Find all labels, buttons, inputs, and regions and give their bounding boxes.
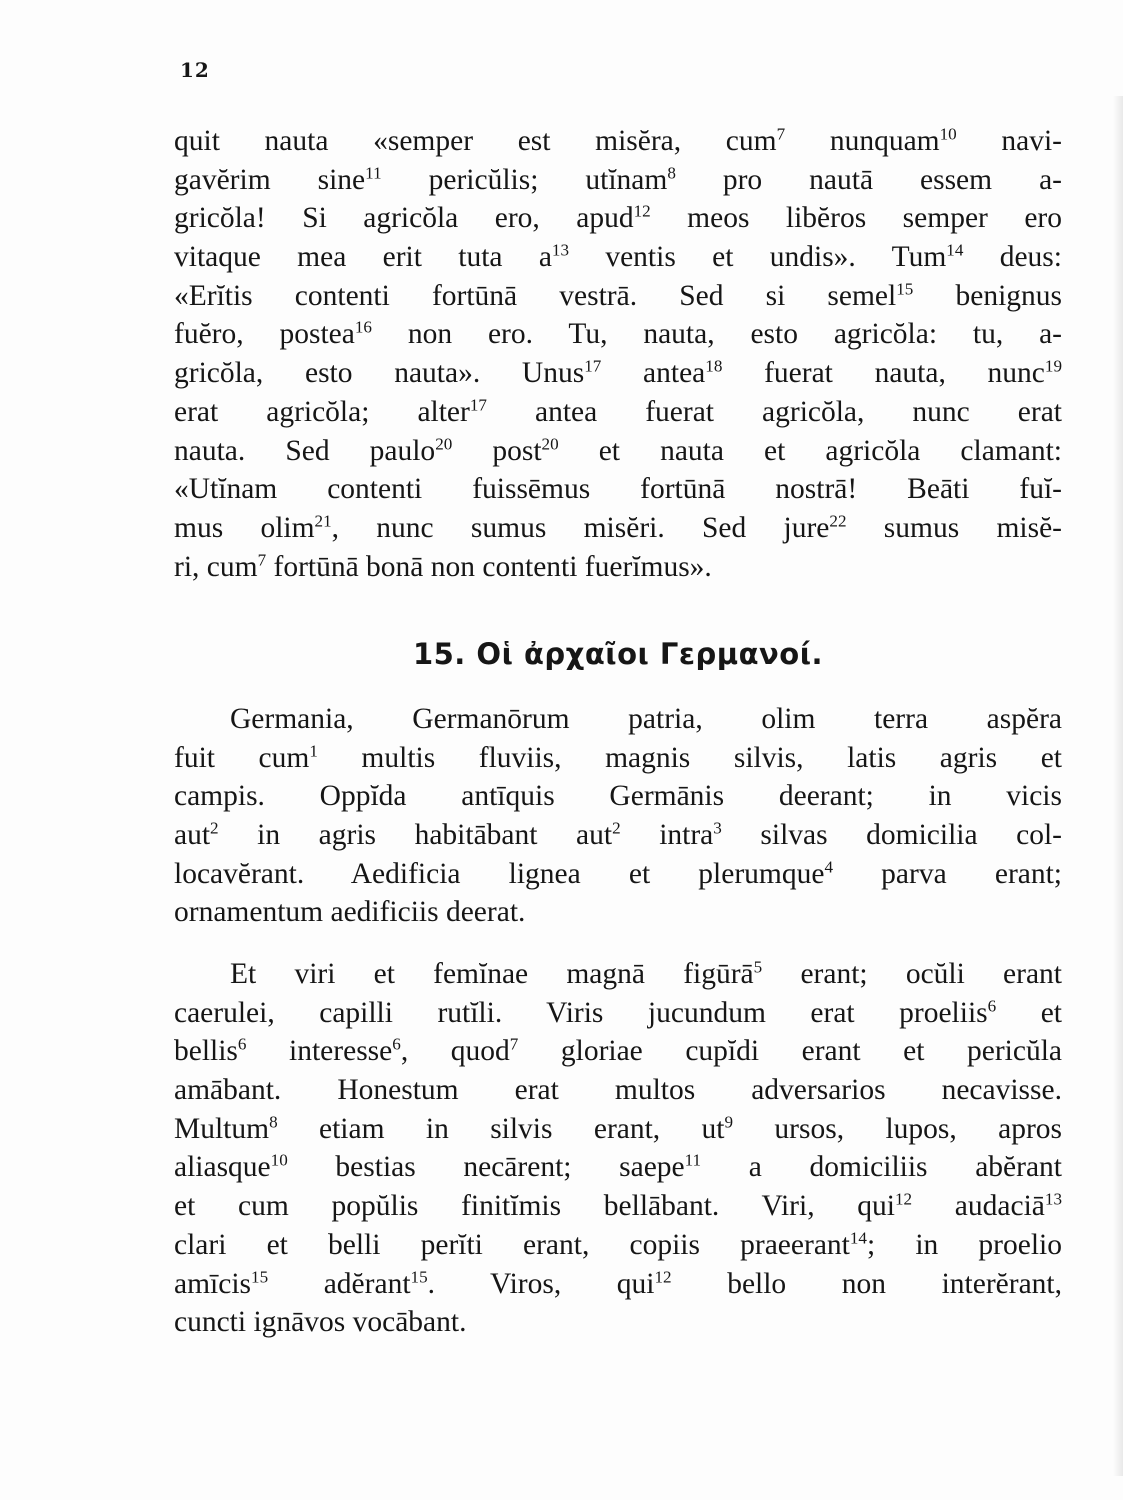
text-run: fortūnā bonā non contenti fuerĭmus».	[266, 550, 712, 583]
text-run: aut	[174, 819, 211, 852]
text-line	[174, 816, 1062, 855]
text-line	[174, 994, 1062, 1033]
text-run: in agris habitābant aut	[218, 819, 613, 852]
footnote-mark: 20	[541, 433, 559, 453]
text-run: non ero. Tu, nauta, esto agricŏla: tu, a-	[371, 318, 1063, 351]
footnote-mark: 20	[435, 433, 453, 453]
text-line	[174, 1148, 1062, 1187]
footnote-mark: 6	[392, 1034, 401, 1054]
text-run: vitaque mea erit tuta a	[174, 241, 552, 274]
text-line	[174, 777, 1062, 816]
text-run: bello non interĕrant,	[671, 1267, 1062, 1300]
text-block-continued	[174, 122, 1062, 586]
text-line	[174, 122, 1062, 161]
text-run: erat agricŏla; alter	[174, 395, 470, 428]
footnote-mark: 9	[724, 1112, 734, 1132]
text-run: meos libĕros semper ero	[650, 202, 1062, 235]
text-run: cuncti ignāvos vocābant.	[174, 1306, 467, 1339]
text-run: et cum popŭlis finitĭmis bellābant. Viri, qui	[174, 1190, 895, 1223]
text-run: post	[452, 434, 542, 467]
text-line	[174, 1303, 1062, 1342]
footnote-mark: 13	[551, 240, 570, 260]
paragraph-2	[174, 955, 1062, 1342]
text-run: , nunc sumus misĕri. Sed jure	[331, 511, 830, 544]
footnote-mark: 2	[612, 818, 621, 838]
footnote-mark: 7	[776, 124, 786, 144]
text-run: Multum	[174, 1112, 270, 1145]
text-line	[174, 739, 1062, 778]
footnote-mark: 13	[1044, 1189, 1062, 1209]
text-run: fuĕro, postea	[174, 318, 355, 351]
text-run: sumus misĕ-	[846, 511, 1062, 544]
text-run: clari et belli perĭti erant, copiis praeerant	[174, 1228, 850, 1261]
text-line	[174, 470, 1062, 509]
text-run: navi-	[956, 125, 1062, 157]
text-line	[174, 855, 1062, 894]
text-run: interesse	[246, 1035, 393, 1068]
text-run: fuit cum	[174, 741, 310, 774]
text-line	[174, 199, 1062, 238]
footnote-mark: 7	[257, 549, 267, 569]
text-run: deus:	[963, 241, 1062, 274]
footnote-mark: 8	[269, 1112, 278, 1132]
text-run: intra	[620, 819, 714, 852]
text-run: etiam in silvis erant, ut	[277, 1112, 725, 1145]
text-run: gricŏla, esto nauta». Unus	[174, 357, 585, 390]
footnote-mark: 2	[210, 818, 219, 838]
text-run: ventis et undis». Tum	[569, 241, 947, 274]
text-run: antea fuerat agricŏla, nunc erat	[486, 395, 1062, 428]
text-run: silvas domicilia col-	[721, 819, 1062, 852]
text-run: locavĕrant. Aedificia lignea et plerumque	[174, 857, 825, 890]
text-run: antea	[601, 357, 706, 390]
text-run: caerulei, capilli rutĭli. Viris jucundum erat proeliis	[174, 996, 988, 1029]
footnote-mark: 15	[410, 1266, 428, 1286]
text-run: ornamentum aedificiis deerat.	[174, 896, 526, 929]
text-run: bellis	[174, 1035, 238, 1068]
text-run: nunquam	[785, 125, 940, 157]
text-line	[174, 955, 1062, 994]
footnote-mark: 4	[824, 857, 834, 877]
text-run: quit nauta «semper est misĕra, cum	[174, 125, 777, 157]
footnote-mark: 7	[509, 1034, 519, 1054]
footnote-mark: 11	[684, 1150, 702, 1170]
text-line	[174, 393, 1062, 432]
footnote-mark: 14	[849, 1228, 867, 1248]
footnote-mark: 18	[705, 356, 723, 376]
text-line	[174, 161, 1062, 200]
text-run: audaciā	[912, 1190, 1045, 1223]
text-run: et	[996, 996, 1062, 1029]
text-run: «Utĭnam contenti fuissēmus fortūnā nostrā! Beāti fuĭ-	[174, 473, 1062, 506]
text-run: gavĕrim sine	[174, 163, 366, 196]
page-edge-shadow	[1113, 96, 1123, 1476]
footnote-mark: 15	[251, 1266, 269, 1286]
text-run: fuerat nauta, nunc	[722, 357, 1045, 390]
text-line	[174, 1032, 1062, 1071]
text-run: gricŏla! Si agricŏla ero, apud	[174, 202, 634, 235]
text-run: ri, cum	[174, 550, 258, 583]
text-line	[174, 432, 1062, 471]
footnote-mark: 17	[584, 356, 602, 376]
text-line	[174, 238, 1062, 277]
footnote-mark: 1	[309, 741, 318, 761]
footnote-mark: 5	[753, 957, 763, 977]
footnote-mark: 8	[667, 163, 676, 183]
text-line	[174, 700, 1062, 739]
text-run: «Erĭtis contenti fortūnā vestrā. Sed si semel	[174, 279, 897, 312]
text-line	[174, 1110, 1062, 1149]
text-run: et nauta et agricŏla clamant:	[558, 434, 1062, 467]
text-run: , quod	[400, 1035, 510, 1068]
text-line	[174, 1265, 1062, 1304]
text-run: nauta. Sed paulo	[174, 434, 436, 467]
footnote-mark: 19	[1044, 356, 1062, 376]
text-line	[174, 509, 1062, 548]
text-run: Germania, Germanōrum patria, olim terra aspĕra	[230, 703, 1062, 735]
text-line	[174, 893, 1062, 932]
text-run: . Viros, qui	[427, 1267, 655, 1300]
text-run: amīcis	[174, 1267, 252, 1300]
text-line	[174, 315, 1062, 354]
footnote-mark: 15	[896, 279, 914, 299]
text-line	[174, 1187, 1062, 1226]
text-run: a domiciliis abĕrant	[701, 1151, 1062, 1184]
text-run: mus olim	[174, 511, 315, 544]
text-line	[174, 1226, 1062, 1265]
text-run: gloriae cupĭdi erant et pericŭla	[518, 1035, 1062, 1068]
footnote-mark: 16	[354, 317, 372, 337]
footnote-mark: 14	[946, 240, 964, 260]
footnote-mark: 12	[654, 1266, 672, 1286]
footnote-mark: 11	[365, 163, 382, 183]
footnote-mark: 10	[270, 1150, 288, 1170]
text-run: amābant. Honestum erat multos adversarios necavisse.	[174, 1074, 1062, 1107]
text-run: pro nautā essem a-	[675, 163, 1062, 196]
text-run: benignus	[913, 279, 1062, 312]
text-run: multis fluviis, magnis silvis, latis agris et	[317, 741, 1062, 774]
footnote-mark: 6	[987, 996, 997, 1016]
footnote-mark: 21	[314, 511, 332, 531]
footnote-mark: 6	[237, 1034, 247, 1054]
footnote-mark: 12	[894, 1189, 913, 1209]
text-run: parva erant;	[833, 857, 1062, 890]
footnote-mark: 10	[939, 124, 957, 144]
text-run: pericŭlis; utĭnam	[381, 163, 668, 196]
text-run: campis. Oppĭda antīquis Germānis deerant; in vicis	[174, 780, 1062, 813]
text-run: ; in proelio	[866, 1228, 1062, 1261]
footnote-mark: 17	[469, 395, 487, 415]
text-line	[174, 354, 1062, 393]
footnote-mark: 3	[713, 818, 722, 838]
text-run: ursos, lupos, apros	[733, 1112, 1062, 1145]
text-run: bestias necārent; saepe	[287, 1151, 685, 1184]
text-line	[174, 548, 1062, 587]
text-run: adĕrant	[268, 1267, 411, 1300]
text-run: aliasque	[174, 1151, 271, 1184]
text-line	[174, 277, 1062, 316]
paragraph-1	[174, 700, 1062, 932]
footnote-mark: 22	[829, 511, 847, 531]
text-line	[174, 1071, 1062, 1110]
text-run: erant; ocŭli erant	[762, 958, 1062, 990]
text-run: Et viri et femĭnae magnā figūrā	[230, 958, 754, 990]
footnote-mark: 12	[633, 201, 651, 221]
page-number: 12	[180, 58, 210, 82]
section-heading: 15. Οἱ ἀρχαῖοι Γερμανοί.	[412, 637, 824, 671]
